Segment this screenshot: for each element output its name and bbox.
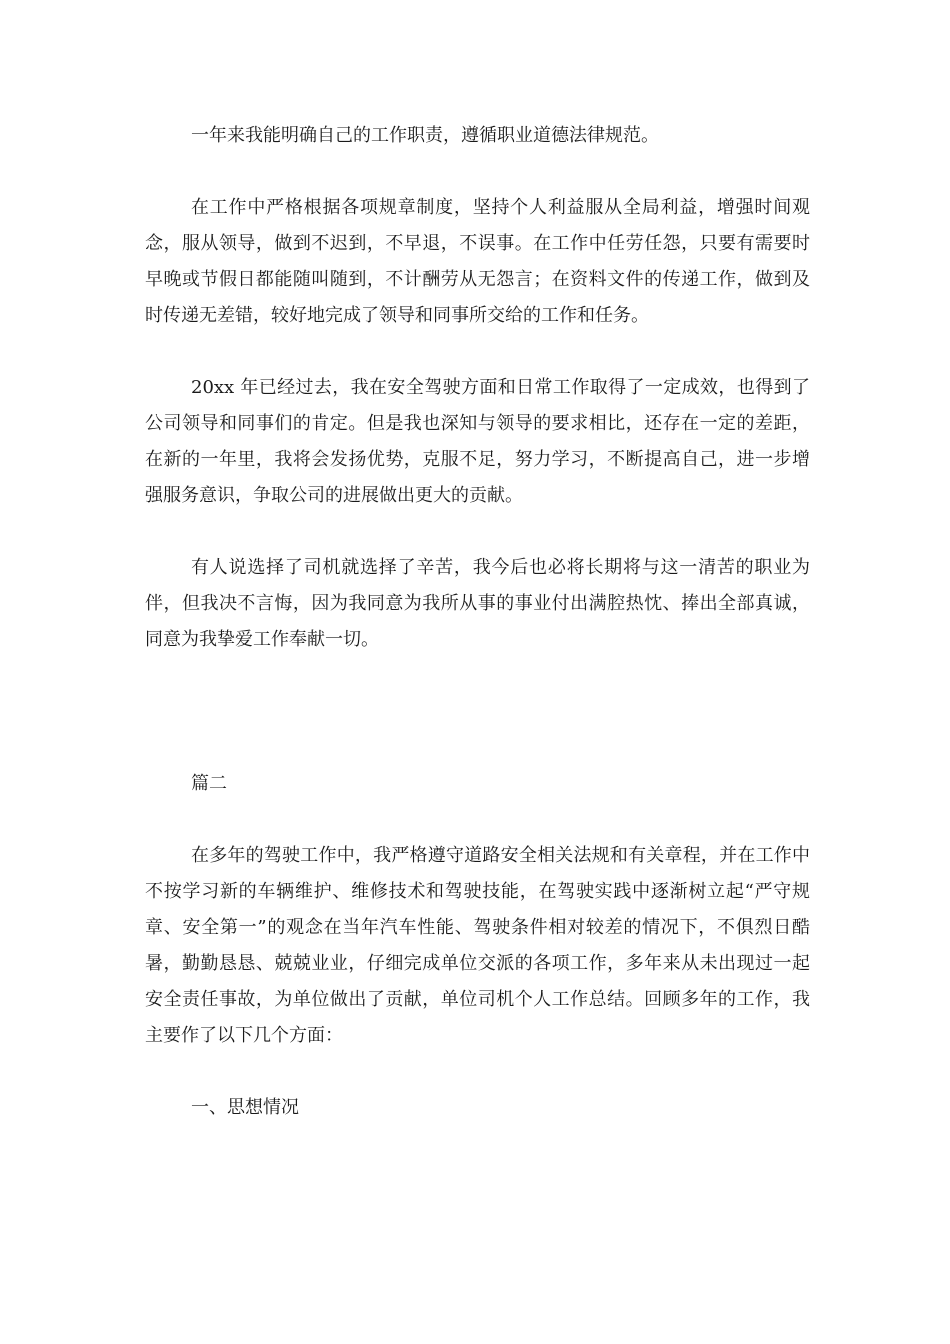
paragraph-commitment: 有人说选择了司机就选择了辛苦，我今后也必将长期将与这一清苦的职业为伴，但我决不言悔，因为我同意为我所从事的事业付出满腔热忱、捧出全部真诚，同意为我挚爱工作奉献一切。 (145, 557, 810, 650)
section-title: 篇二 (191, 773, 227, 794)
section-spacer (145, 694, 810, 766)
paragraph-driving-work: 在多年的驾驶工作中，我严格遵守道路安全相关法规和有关章程，并在工作中不按学习新的车辆维护、维修技术和驾驶技能，在驾驶实践中逐渐树立起“严守规章、安全第一”的观念在当年汽车性能、驾驶条件相对较差的情况下，不俱烈日酷暑，勤勤恳恳、兢兢业业，仔细完成单位交派的各项工作，多年来从未出现过一起安全责任事故，为单位做出了贡献，单位司机个人工作总结。回顾多年的工作，我主要作了以下几个方面： (145, 845, 810, 1046)
heading-thought-situation: 一、思想情况 (191, 1097, 299, 1118)
document-body (145, 118, 810, 1126)
paragraph-work-discipline: 在工作中严格根据各项规章制度，坚持个人利益服从全局利益，增强时间观念，服从领导，做到不迟到，不早退，不误事。在工作中任劳任怨，只要有需要时早晚或节假日都能随叫随到，不计酬劳从无怨言；在资料文件的传递工作，做到及时传递无差错，较好地完成了领导和同事所交给的工作和任务。 (145, 197, 810, 326)
paragraph-year-review: 20xx 年已经过去，我在安全驾驶方面和日常工作取得了一定成效，也得到了公司领导和同事们的肯定。但是我也深知与领导的要求相比，还存在一定的差距，在新的一年里，我将会发扬优势，克服不足，努力学习，不断提高自己，进一步增强服务意识，争取公司的进展做出更大的贡献。 (145, 377, 810, 506)
paragraph-duties: 一年来我能明确自己的工作职责，遵循职业道德法律规范。 (191, 125, 659, 146)
